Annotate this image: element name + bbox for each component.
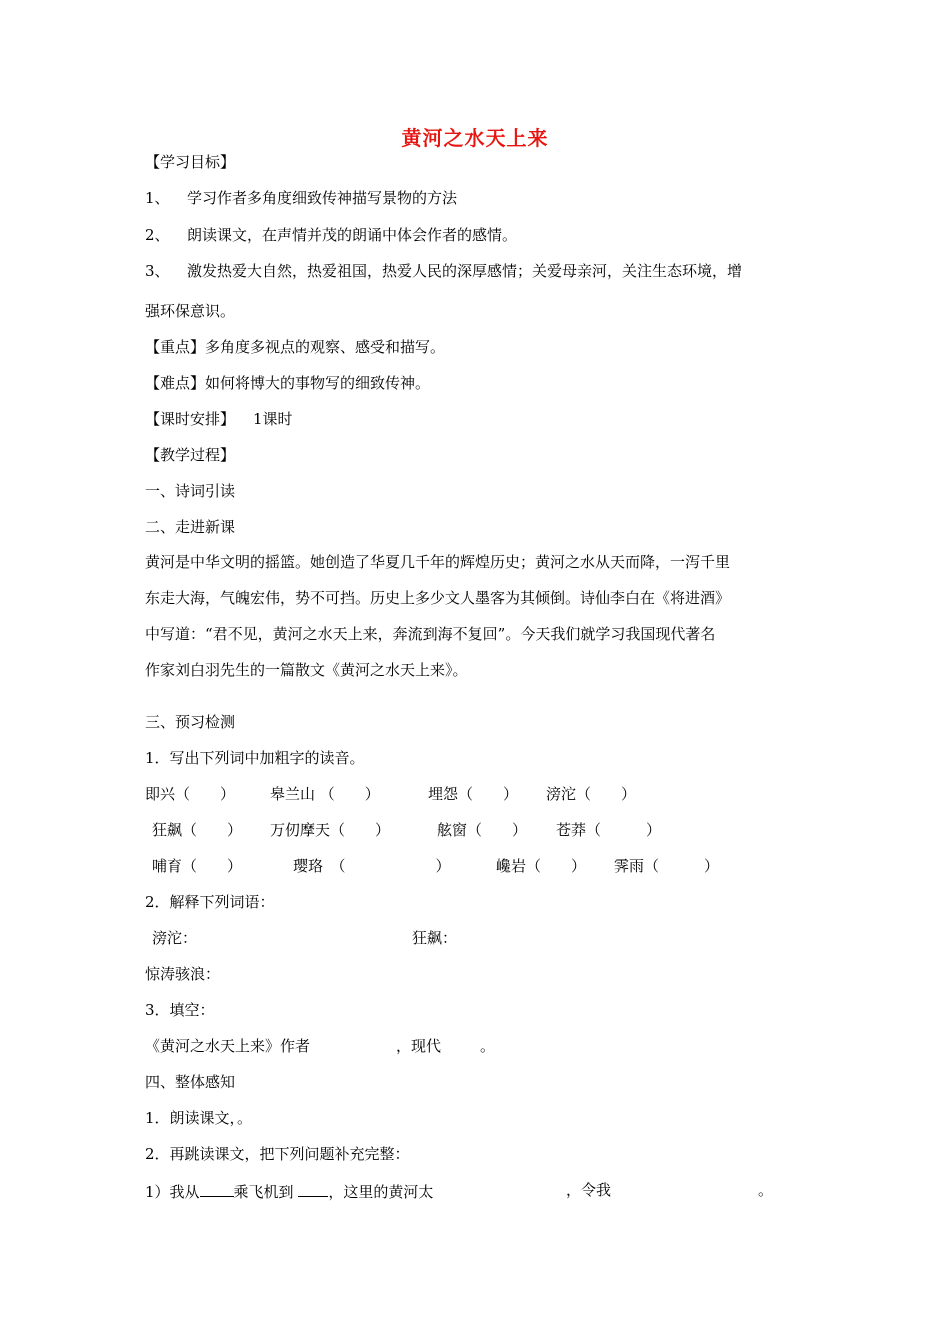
question-2: 2．解释下列词语： xyxy=(145,893,275,911)
fill-text: 。 xyxy=(758,1181,774,1199)
document-title: 黄河之水天上来 xyxy=(401,126,549,150)
objective-text: 激发热爱大自然，热爱祖国，热爱人民的深厚感情；关爱母亲河，关注生态环境，增 xyxy=(187,262,743,280)
fill-blank xyxy=(200,1180,234,1197)
schedule xyxy=(145,409,293,429)
fill-text: ，这里的黄河太 xyxy=(328,1183,434,1201)
pinyin-item: 哺育（ ） xyxy=(152,857,243,875)
fill-text: 。 xyxy=(480,1037,496,1055)
perception-item-3 xyxy=(145,1180,433,1202)
pinyin-item: 璎珞 （ ） xyxy=(293,857,451,875)
pinyin-item: 即兴（ ） xyxy=(145,785,236,803)
objective-2 xyxy=(145,225,517,245)
pinyin-item: 苍莽（ ） xyxy=(556,821,662,839)
objective-3 xyxy=(145,261,742,281)
fill-text: ，现代 xyxy=(396,1037,442,1055)
pinyin-item: 万仞摩天（ ） xyxy=(270,821,391,839)
paragraph-line: 黄河是中华文明的摇篮。她创造了华夏几千年的辉煌历史；黄河之水从天而降，一泻千里 xyxy=(145,553,731,571)
paragraph-line: 东走大海，气魄宏伟，势不可挡。历史上多少文人墨客为其倾倒。诗仙李白在《将进酒》 xyxy=(145,589,731,607)
objective-number: 1、 xyxy=(145,189,170,207)
pinyin-item: 埋怨（ ） xyxy=(428,785,519,803)
section-heading-4: 四、整体感知 xyxy=(145,1073,236,1091)
question-1: 1．写出下列词中加粗字的读音。 xyxy=(145,749,365,767)
perception-item-2: 2．再跳读课文，把下列问题补充完整： xyxy=(145,1145,410,1163)
pinyin-item: 巉岩（ ） xyxy=(496,857,587,875)
definition-label: 惊涛骇浪： xyxy=(145,965,221,983)
paragraph-line: 作家刘白羽先生的一篇散文《黄河之水天上来》。 xyxy=(145,661,468,679)
section-heading-3: 三、预习检测 xyxy=(145,713,236,731)
objective-text: 朗读课文，在声情并茂的朗诵中体会作者的感情。 xyxy=(187,226,518,244)
process-header: 【教学过程】 xyxy=(145,446,236,464)
objective-1 xyxy=(145,188,457,208)
objective-text: 学习作者多角度细致传神描写景物的方法 xyxy=(187,189,458,207)
section-heading-2: 二、走进新课 xyxy=(145,518,236,536)
objectives-header: 【学习目标】 xyxy=(145,153,236,171)
objective-number: 2、 xyxy=(145,226,170,244)
fill-text: 乘飞机到 xyxy=(233,1183,294,1201)
intro-paragraph xyxy=(145,544,805,688)
difficulty: 【难点】如何将博大的事物写的细致传神。 xyxy=(145,374,431,392)
pinyin-item: 皋兰山 （ ） xyxy=(270,785,380,803)
section-heading-1: 一、诗词引读 xyxy=(145,482,236,500)
schedule-label: 【课时安排】 xyxy=(145,410,236,428)
fill-text: 《黄河之水天上来》作者 xyxy=(145,1037,311,1055)
perception-item-1: 1．朗读课文，。 xyxy=(145,1109,253,1127)
schedule-value: 1课时 xyxy=(253,410,293,428)
fill-blank xyxy=(298,1180,328,1197)
pinyin-item: 狂飙（ ） xyxy=(152,821,243,839)
objective-3-continued: 强环保意识。 xyxy=(145,302,236,320)
pinyin-item: 滂沱（ ） xyxy=(546,785,637,803)
pinyin-item: 舷窗（ ） xyxy=(437,821,528,839)
pinyin-item: 霁雨（ ） xyxy=(614,857,720,875)
fill-text: ，令我 xyxy=(566,1181,612,1199)
key-point: 【重点】多角度多视点的观察、感受和描写。 xyxy=(145,338,446,356)
fill-text: 1）我从 xyxy=(145,1183,200,1201)
definition-label: 狂飙： xyxy=(412,929,458,947)
question-3: 3．填空： xyxy=(145,1001,215,1019)
objective-number: 3、 xyxy=(145,262,170,280)
definition-label: 滂沱： xyxy=(152,929,198,947)
paragraph-line: 中写道：“君不见，黄河之水天上来，奔流到海不复回”。今天我们就学习我国现代著名 xyxy=(145,625,716,643)
